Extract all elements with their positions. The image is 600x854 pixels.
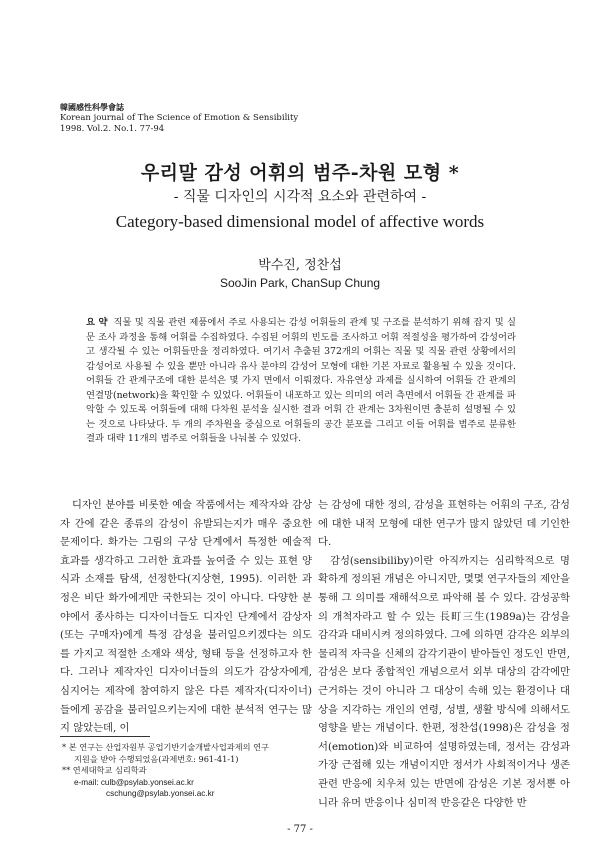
- authors-en: SooJin Park, ChanSup Chung: [219, 276, 381, 290]
- body-column-right: [318, 496, 570, 812]
- footnote-funding-cont: 지원을 받아 수행되었음(과제번호: 961-41-1): [74, 753, 239, 764]
- authors-kr: 박수진, 정찬섭: [258, 258, 342, 273]
- footnotes: [62, 742, 318, 800]
- abstract-text: 직물 및 직물 관련 제품에서 주로 사용되는 감성 어휘들의 관계 및 구조를 분석하기 위해 잡지 및 실문 조사 과정을 통해 어휘를 수집하였다. 수집된 어휘의 빈도를 조사하고 어휘 적절성을 평가하여 감성어라고 생각될 수 있는 어휘들만을 정리하였다. 여기서 추출된 372개의 어휘는 직물 및 직물 관련 상황에서의 감성어로 사용될 수 있을 뿐만 아니라 유사 분야의 감성어 모형에 대한 기본 자료로 활용될 수 있을 것이다. 어휘들 간 관계구조에 대한 분석은 몇 가지 면에서 이뤄졌다. 자유연상 과제를 실시하여 어휘들 간 관계의 연결망(network)을 확인할 수 있었다. 어휘들이 내포하고 있는 의미의 여러 측면에서 어휘들 간 관계를 파악할 수 있도록 어휘들에 대해 다차원 분석을 실시한 결과 어휘 간 관계는 3차원이면 충분히 설명될 수 있는 것으로 나타났다. 두 개의 주차원을 중심으로 어휘들의 공간 분포를 그리고 이들 어휘를 범주로 분류한 결과 대략 11개의 범주로 어휘들을 나눠볼 수 있었다.: [86, 317, 516, 444]
- body-column-left: [60, 496, 312, 738]
- body-paragraph: 감성(sensibiliby)이란 아직까지는 심리학적으로 명확하게 정의된 개념은 아니지만, 몇몇 연구자들의 제안을 통해 그 의미를 재해석으로 파악해 볼 수 있다. 감성공학의 개척자라고 할 수 있는 長町三生(1989a)는 감성을 감각과 대비시켜 정의하였다. 그에 의하면 감각은 외부의 물리적 자극을 신체의 감각기관이 받아들인 정도인 반면, 감성은 보다 종합적인 개념으로서 외부 대상의 감각에만 근거하는 것이 아니라 그 대상이 속해 있는 환경이나 대상을 지각하는 개인의 연령, 성별, 생활 방식에 의해서도 영향을 받는 개념이다. 한편, 정찬섭(1998)은 감성을 정서(emotion)와 비교하여 설명하였는데, 정서는 감성과 가장 근접해 있는 개념이지만 정서가 사회적이거나 생존 관련 반응에 치우쳐 있는 반면에 감성은 기본 정서뿐 아니라 유머 반응이나 심미적 반응같은 다양한 반: [318, 554, 570, 809]
- journal-header: [60, 102, 298, 135]
- title-kr: 우리말 감성 어휘의 범주-차원 모형 *: [140, 162, 460, 184]
- subtitle-kr: - 직물 디자인의 시각적 요소와 관련하여 -: [173, 189, 427, 205]
- journal-name-kr: 韓國感性科學會誌: [60, 102, 124, 112]
- footnote-affiliation: ** 연세대학교 심리학과: [62, 765, 147, 776]
- abstract: [86, 316, 516, 447]
- body-paragraph: 는 감성에 대한 정의, 감성을 표현하는 어휘의 구조, 감성에 대한 내적 모형에 대한 연구가 많지 않았던 데 기인한다.: [318, 499, 570, 549]
- journal-name-en: Korean journal of The Science of Emotion & Sensibility: [60, 113, 299, 123]
- body-paragraph: 디자인 분야를 비롯한 예술 작품에서는 제작자와 감상자 간에 같은 종류의 감성이 유발되는지가 매우 중요한 문제이다. 화가는 그림의 구상 단계에서 특정한 예술적 효과를 생각하고 그러한 효과를 높여줄 수 있는 표현 양식과 소재를 탐색, 선정한다(지상현, 1995). 이러한 과정은 비단 화가에게만 국한되는 것이 아니다. 다양한 분야에서 종사하는 디자이너들도 디자인 단계에서 감상자(또는 구매자)에게 특정 감성을 불러일으키겠다는 의도를 가지고 적절한 소재와 색상, 형태 등을 선정하고자 한다. 그러나 제작자인 디자이너들의 의도가 감상자에게, 심지어는 제작에 참여하지 않은 다른 제작자(디자이너)들에게 공감을 불러일으키는지에 대한 분석적 연구는 많지 않았는데, 이: [60, 499, 312, 735]
- footnote-divider: [60, 736, 150, 737]
- footnote-email-2[interactable]: cschung@psylab.yonsei.ac.kr: [106, 789, 215, 799]
- page-number: - 77 -: [287, 824, 313, 835]
- footnote-email-1[interactable]: e-mail: culb@psylab.yonsei.ac.kr: [74, 777, 194, 787]
- title-en: Category-based dimensional model of affective words: [115, 212, 485, 231]
- abstract-label: 요 약: [86, 317, 108, 328]
- journal-volume: 1998. Vol.2. No.1. 77-94: [60, 124, 165, 134]
- footnote-funding: * 본 연구는 산업자원부 공업기반기술개발사업과제의 연구: [62, 742, 269, 752]
